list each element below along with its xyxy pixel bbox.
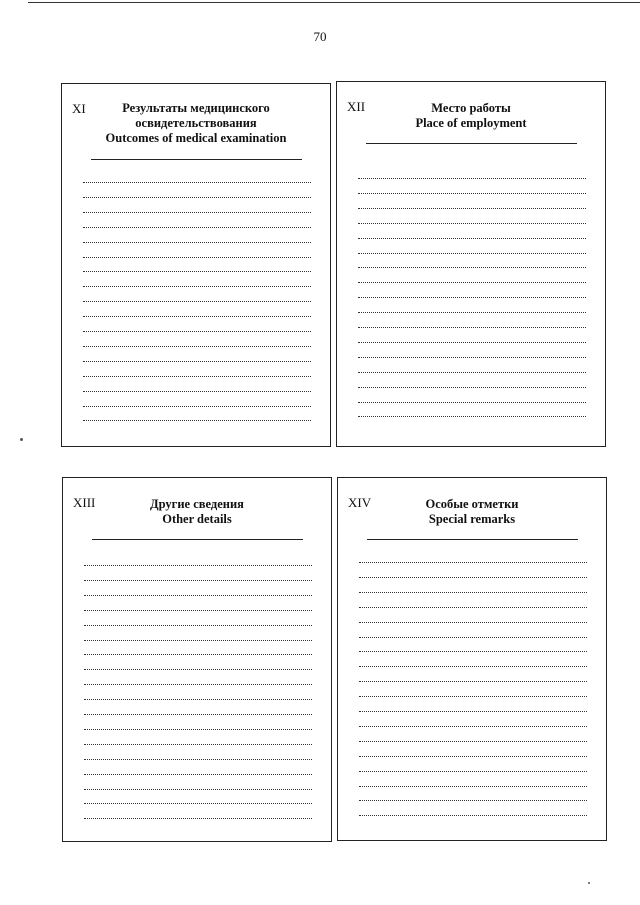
dotted-entry-line (359, 741, 587, 742)
dotted-entry-line (358, 402, 586, 403)
dotted-entry-line (83, 242, 311, 243)
panel-special-remarks (337, 477, 607, 841)
dotted-entry-line (359, 622, 587, 623)
panel-numeral: XII (347, 99, 366, 114)
dotted-entry-line (358, 342, 586, 343)
title-line-ru: Другие сведения (150, 497, 244, 511)
title-line-en: Outcomes of medical examination (105, 131, 287, 145)
dotted-entry-line (359, 607, 587, 608)
dotted-entry-line (84, 803, 312, 804)
dotted-entry-line (83, 227, 311, 228)
dotted-entry-line (359, 815, 587, 816)
dotted-entry-line (83, 346, 311, 347)
dotted-entry-line (358, 223, 586, 224)
dotted-entry-line (358, 357, 586, 358)
dotted-entry-line (358, 178, 586, 179)
title-underline (92, 539, 303, 540)
dotted-entry-line (84, 729, 312, 730)
dotted-entry-line (358, 297, 586, 298)
dotted-entry-line (84, 580, 312, 581)
panel-title (63, 497, 331, 527)
dotted-entry-line (358, 193, 586, 194)
dotted-entry-line (358, 372, 586, 373)
dotted-entry-line (84, 654, 312, 655)
scan-speck (588, 882, 590, 884)
title-line-en: Other details (162, 512, 232, 526)
dotted-entry-line (84, 565, 312, 566)
panel-numeral: XIV (348, 495, 372, 510)
panel-other-details (62, 477, 332, 842)
title-line-en: Place of employment (415, 116, 527, 130)
top-edge-rule (28, 2, 640, 3)
dotted-entry-line (83, 271, 311, 272)
dotted-entry-line (359, 711, 587, 712)
dotted-entry-line (84, 610, 312, 611)
panel-numeral: XIII (73, 495, 96, 510)
panel-medical-examination (61, 83, 331, 447)
dotted-entry-line (84, 699, 312, 700)
dotted-entry-line (84, 625, 312, 626)
dotted-entry-line (359, 696, 587, 697)
dotted-entry-line (83, 257, 311, 258)
title-underline (366, 143, 577, 144)
dotted-entry-line (84, 640, 312, 641)
page-number: 70 (313, 29, 327, 44)
dotted-entry-line (358, 208, 586, 209)
dotted-entry-line (83, 376, 311, 377)
title-line-ru-2: освидетельствования (135, 116, 257, 130)
dotted-entry-line (358, 416, 586, 417)
dotted-entry-line (359, 726, 587, 727)
title-line-ru: Особые отметки (425, 497, 519, 511)
dotted-entry-line (358, 312, 586, 313)
dotted-entry-line (358, 267, 586, 268)
panel-title (62, 101, 330, 146)
dotted-entry-line (359, 637, 587, 638)
dotted-entry-line (84, 818, 312, 819)
panel-title (337, 101, 605, 131)
dotted-entry-line (359, 800, 587, 801)
scan-speck (20, 438, 23, 441)
dotted-entry-line (358, 327, 586, 328)
dotted-entry-line (83, 406, 311, 407)
dotted-entry-line (358, 282, 586, 283)
dotted-entry-line (83, 197, 311, 198)
dotted-entry-line (359, 771, 587, 772)
dotted-entry-line (359, 592, 587, 593)
dotted-entry-line (83, 301, 311, 302)
dotted-entry-line (84, 714, 312, 715)
dotted-entry-line (358, 238, 586, 239)
dotted-entry-line (83, 361, 311, 362)
dotted-entry-line (83, 212, 311, 213)
dotted-entry-line (359, 651, 587, 652)
dotted-entry-line (358, 387, 586, 388)
dotted-entry-line (359, 756, 587, 757)
dotted-entry-line (83, 316, 311, 317)
panel-numeral: XI (72, 101, 86, 116)
panel-title (338, 497, 606, 527)
title-underline (91, 159, 302, 160)
dotted-entry-line (358, 253, 586, 254)
dotted-entry-line (83, 286, 311, 287)
dotted-entry-line (359, 786, 587, 787)
panel-place-of-employment (336, 81, 606, 447)
dotted-entry-line (84, 789, 312, 790)
dotted-entry-line (84, 744, 312, 745)
dotted-entry-line (359, 577, 587, 578)
title-line-ru: Место работы (431, 101, 511, 115)
dotted-entry-line (83, 182, 311, 183)
dotted-entry-line (359, 681, 587, 682)
dotted-entry-line (83, 331, 311, 332)
dotted-entry-line (83, 391, 311, 392)
title-underline (367, 539, 578, 540)
dotted-entry-line (84, 774, 312, 775)
dotted-entry-line (83, 420, 311, 421)
dotted-entry-line (84, 684, 312, 685)
dotted-entry-line (84, 759, 312, 760)
dotted-entry-line (84, 595, 312, 596)
dotted-entry-line (84, 669, 312, 670)
title-line-en: Special remarks (428, 512, 516, 526)
title-line-ru-1: Результаты медицинского (122, 101, 270, 115)
dotted-entry-line (359, 666, 587, 667)
dotted-entry-line (359, 562, 587, 563)
